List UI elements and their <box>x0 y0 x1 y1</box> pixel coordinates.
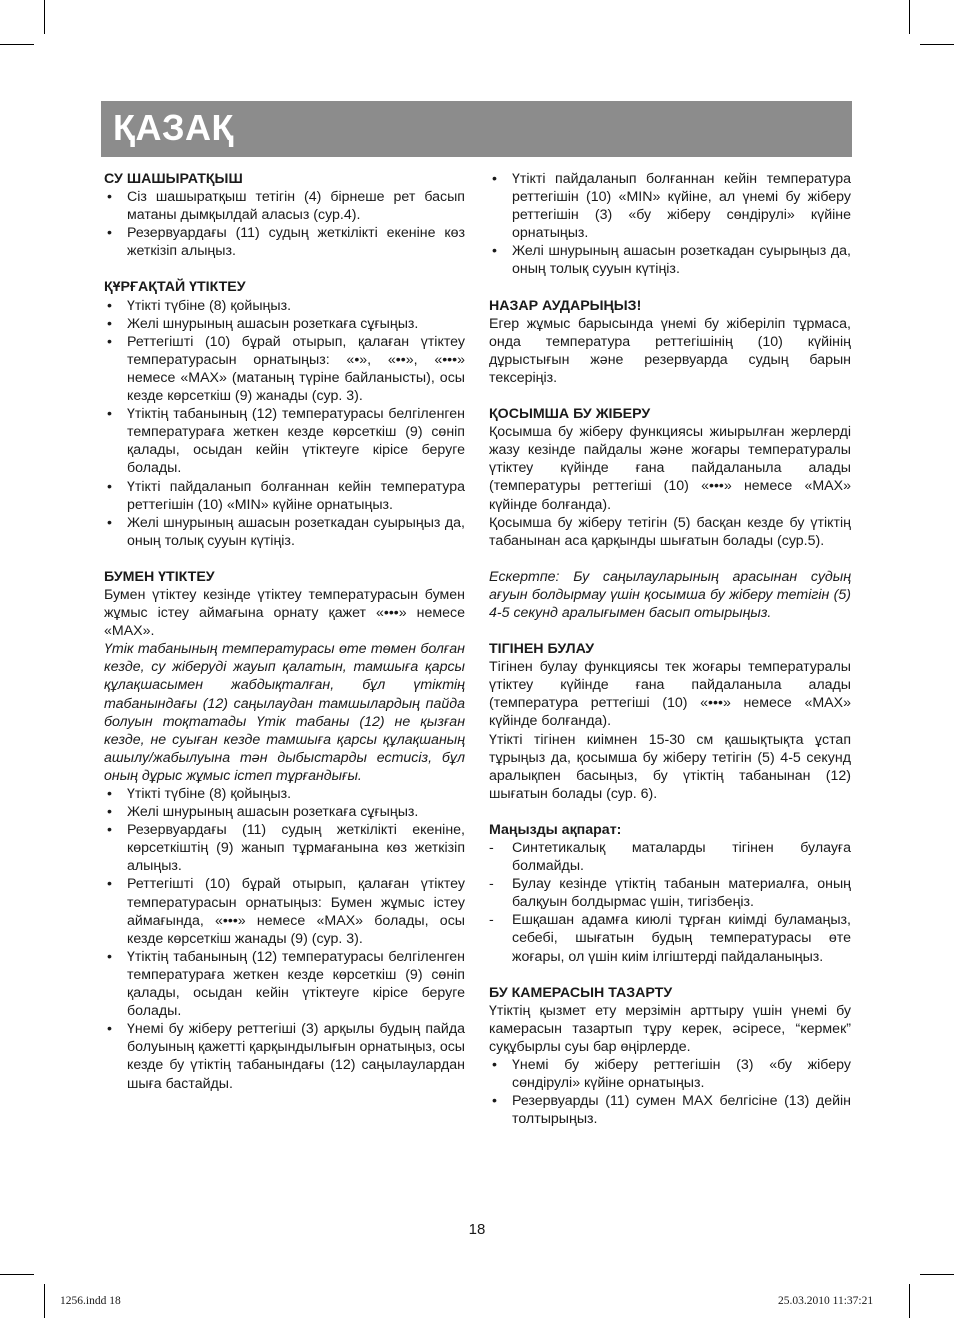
bullet-list <box>104 297 465 550</box>
page-number: 18 <box>468 1221 486 1238</box>
paragraph: Егер жұмыс барысында үнемі бу жіберіліп тұрмаса, онда температура реттегішінің (10) күйінің дұрыстығын және резервуарда судың барын тексеріңіз. <box>489 315 851 386</box>
list-item: • Үтікті пайдаланып болғаннан кейін температура реттегішін (10) «MIN» күйіне, ал үнемі бу жіберу реттегішін (3) «бу жіберу сөндірулі» күйіне орнатыңыз. <box>489 170 851 242</box>
crop-mark <box>920 44 954 45</box>
crop-mark <box>920 1274 954 1275</box>
list-item: • Желі шнурының ашасын розеткадан суырыңыз да, оның толық сууын күтіңіз. <box>489 242 851 278</box>
language-banner <box>101 101 852 157</box>
section-heading: БУ КАМЕРАСЫН ТАЗАРТУ <box>489 984 673 1001</box>
bullet-list <box>104 188 465 260</box>
paragraph: Қосымша бу жіберу функциясы жиырылған жерлерді жазу кезінде пайдалы және жоғары температуралы үтіктеу күйінде ғана пайдаланыла алады (температуры реттегіші (10) «•••» немесе «MAX» күйінде болғанда). <box>489 424 851 513</box>
list-item: • Резервуардағы (11) судың жеткілікті екеніне, көрсеткіштің (9) жанып тұрмағанына көз жеткізіп алыңыз. <box>104 821 465 875</box>
paragraph: Қосымша бу жіберу тетігін (5) басқан кезде бу үтіктің табанынан аса қарқынды шығатын болады (сур.5). <box>489 514 851 549</box>
bullet-list <box>489 1056 851 1128</box>
list-item: • Реттегішті (10) бұрай отырып, қалаған үтіктеу температурасын орнатыңыз: Бумен жұмыс істеу аймағында, «•••» немесе «MAX» болады, осы кезде көрсеткіш жанады (9) (сур. 3). <box>104 875 465 947</box>
italic-note: Ескертпе: Бу саңылауларының арасынан судың ағуын болдырмау үшін қосымша бу жіберу тетігін (5) 4-5 секунд аралығымен басып отырыңыз. <box>489 568 851 621</box>
section-heading: ТІГІНЕН БУЛАУ <box>489 641 595 658</box>
crop-mark <box>0 44 34 45</box>
dash-list <box>489 839 851 966</box>
section-heading: ҚОСЫМША БУ ЖІБЕРУ <box>489 406 651 423</box>
section-heading: БУМЕН ҮТІКТЕУ <box>104 568 215 585</box>
bullet-list <box>489 170 851 279</box>
page-title: ҚАЗАҚ <box>113 107 234 148</box>
print-slug-date: 25.03.2010 11:37:21 <box>778 1295 874 1307</box>
crop-mark <box>909 1284 910 1318</box>
list-item: • Желі шнурының ашасын розеткадан суырыңыз да, оның толық сууын күтіңіз. <box>104 514 465 550</box>
list-item: • Резервуардағы (11) судың жеткілікті екеніне көз жеткізіп алыңыз. <box>104 224 465 260</box>
section-heading: Маңызды ақпарат: <box>489 821 622 838</box>
list-item: • Үтіктің табанының (12) температурасы белгіленген температураға жеткен кезде көрсеткіш (9) сөніп қалады, осыдан кейін үтіктеуге кірісе беруге болады. <box>104 405 465 477</box>
list-item: • Үнемі бу жіберу реттегішін (3) «бу жіберу сөндірулі» күйіне орнатыңыз. <box>489 1056 851 1092</box>
list-item: - Синтетикалық маталарды тігінен булауға болмайды. <box>489 839 851 875</box>
crop-mark <box>44 1284 45 1318</box>
list-item: • Үтікті түбіне (8) қойыңыз. <box>104 297 465 315</box>
list-item: • Үтіктің табанының (12) температурасы белгіленген температураға жеткен кезде көрсеткіш (9) сөніп қалады, осыдан кейін үтіктеуге кірісе беруге болады. <box>104 948 465 1020</box>
list-item: • Үнемі бу жіберу реттегіші (3) арқылы будың пайда болуының қажетті қарқындылығын орнатыңыз, осы кезде бу үтіктің табанындағы (12) саңылаулардан шыға бастайды. <box>104 1020 465 1092</box>
list-item: - Ешқашан адамға киюлі тұрған киімді буламаңыз, себебі, шығатын будың температурасы өте жоғары, ол үшін киім ілгіштерді пайдаланыңыз. <box>489 911 851 965</box>
list-item: • Резервуарды (11) сумен MAX белгісіне (13) дейін толтырыңыз. <box>489 1092 851 1128</box>
paragraph: Бумен үтіктеу кезінде үтіктеу температурасын бумен жұмыс істеу аймағына орнату қажет «•••» немесе «MAX». <box>104 586 465 640</box>
bullet-list <box>104 785 465 1093</box>
crop-mark <box>0 1274 34 1275</box>
print-slug-file: 1256.indd 18 <box>60 1295 121 1307</box>
section-heading: ҚҰРҒАҚТАЙ ҮТІКТЕУ <box>104 279 246 296</box>
right-column <box>489 170 851 1128</box>
paragraph: Тігінен булау функциясы тек жоғары температуралы үтіктеу күйінде ғана пайдаланыла алады (температура реттегіші (10) «•••» немесе «MAX» күйінде болғанда). <box>489 659 851 730</box>
list-item: • Сіз шашыратқыш тетігін (4) бірнеше рет басып матаны дымқылдай аласыз (сур.4). <box>104 188 465 224</box>
list-item: • Желі шнурының ашасын розеткаға сұғыңыз. <box>104 803 465 821</box>
list-item: - Булау кезінде үтіктің табанын материалға, оның балқуын болдырмас үшін, тигізбеңіз. <box>489 875 851 911</box>
list-item: • Үтікті пайдаланып болғаннан кейін температура реттегішін (10) «MIN» күйіне орнатыңыз. <box>104 478 465 514</box>
italic-note: Үтік табанының температурасы өте төмен болған кезде, су жіберуді жауып қалатын, тамшыға қарсы құлақшасымен жабдықталған, бұл үтіктің табанындағы (12) саңылаудан тамшылардың пайда болуын тоқтатады Үтік табаны (12) не қызған кезде, не суыған кезде тамшыға қарсы құлақшаның ашылу/жабылуына тән дыбыстарды естисіз, бұл оның дұрыс жұмыс істеп тұрғандығы. <box>104 641 465 784</box>
left-column <box>104 170 465 1093</box>
section-heading: НАЗАР АУДАРЫҢЫЗ! <box>489 297 642 314</box>
paragraph: Үтікті тігінен киімнен 15-30 см қашықтықта ұстап тұрыңыз да, қосымша бу жіберу тетігін (5) 4-5 секунд аралықпен басыңыз, бу үтіктің табанынан (12) шығатын болады (сур. 6). <box>489 731 851 802</box>
list-item: • Желі шнурының ашасын розеткаға сұғыңыз. <box>104 315 465 333</box>
crop-mark <box>909 0 910 34</box>
section-heading: СУ ШАШЫРАТҚЫШ <box>104 171 243 187</box>
list-item: • Реттегішті (10) бұрай отырып, қалаған үтіктеу температурасын орнатыңыз: «•», «••», «•••» немесе «MAX» (матаның түріне байланысты), осы кезде көрсеткіш (9) жанады (сур. 3). <box>104 333 465 405</box>
list-item: • Үтікті түбіне (8) қойыңыз. <box>104 785 465 803</box>
crop-mark <box>44 0 45 34</box>
paragraph: Үтіктің қызмет ету мерзімін арттыру үшін үнемі бу камерасын тазартып тұру керек, әсіресе, “кермек” суқұбырлы суы бар өңірлерде. <box>489 1002 851 1055</box>
